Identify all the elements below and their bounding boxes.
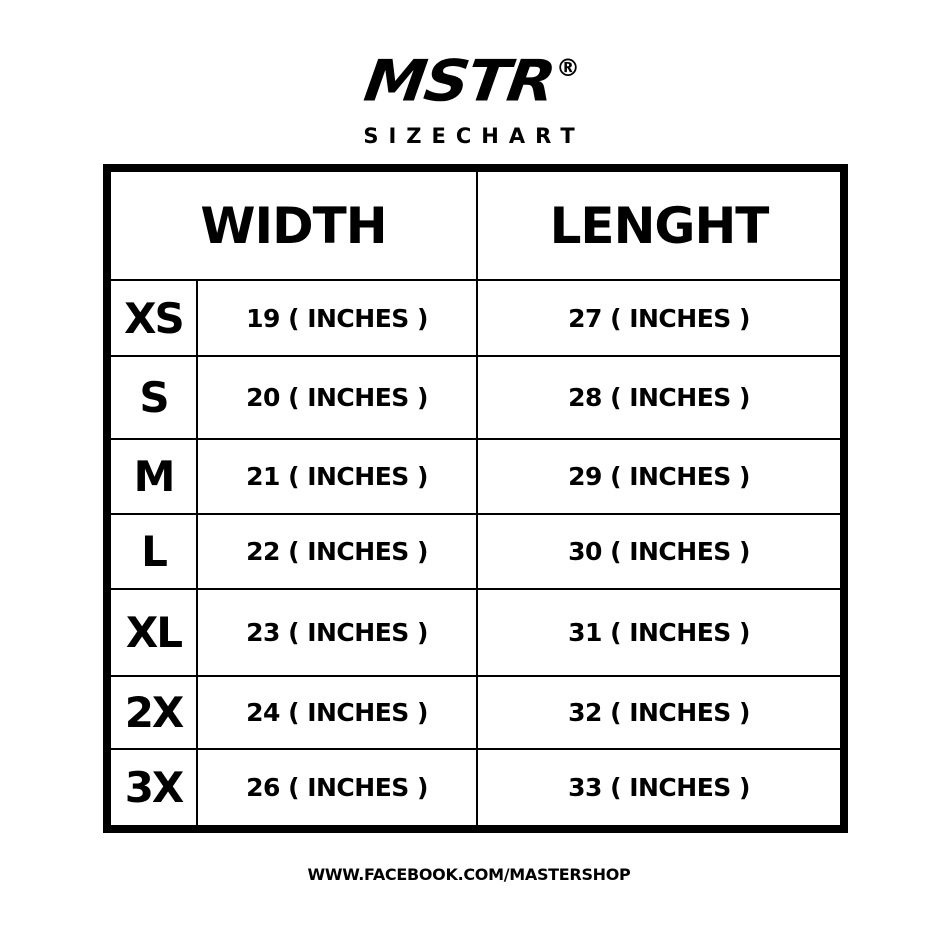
length-value: 32 ( INCHES ) <box>477 676 840 749</box>
length-value: 31 ( INCHES ) <box>477 589 840 676</box>
length-value: 27 ( INCHES ) <box>477 280 840 356</box>
table-row <box>111 439 840 514</box>
width-value: 19 ( INCHES ) <box>197 280 477 356</box>
table-row <box>111 676 840 749</box>
size-label: 2X <box>111 676 197 749</box>
size-label: M <box>111 439 197 514</box>
table-row <box>111 514 840 589</box>
width-value: 24 ( INCHES ) <box>197 676 477 749</box>
registered-mark: ® <box>556 54 580 82</box>
size-label: L <box>111 514 197 589</box>
length-value: 29 ( INCHES ) <box>477 439 840 514</box>
table-row <box>111 749 840 825</box>
width-value: 23 ( INCHES ) <box>197 589 477 676</box>
width-value: 21 ( INCHES ) <box>197 439 477 514</box>
header-row <box>111 172 840 280</box>
width-value: 22 ( INCHES ) <box>197 514 477 589</box>
table-row <box>111 280 840 356</box>
facebook-url: WWW.FACEBOOK.COM/MASTERSHOP <box>307 865 631 884</box>
page-title: SIZECHART <box>363 124 585 148</box>
size-label: 3X <box>111 749 197 825</box>
size-label: S <box>111 356 197 439</box>
table-row <box>111 356 840 439</box>
length-value: 33 ( INCHES ) <box>477 749 840 825</box>
length-header: LENGHT <box>477 172 840 280</box>
length-value: 30 ( INCHES ) <box>477 514 840 589</box>
size-chart-table <box>103 164 848 833</box>
width-value: 20 ( INCHES ) <box>197 356 477 439</box>
length-value: 28 ( INCHES ) <box>477 356 840 439</box>
width-value: 26 ( INCHES ) <box>197 749 477 825</box>
brand-logo: MSTR <box>360 46 558 115</box>
brand-logo-block <box>0 48 938 118</box>
size-label: XL <box>111 589 197 676</box>
width-header: WIDTH <box>111 172 477 280</box>
size-table <box>111 172 840 825</box>
table-row <box>111 589 840 676</box>
size-label: XS <box>111 280 197 356</box>
